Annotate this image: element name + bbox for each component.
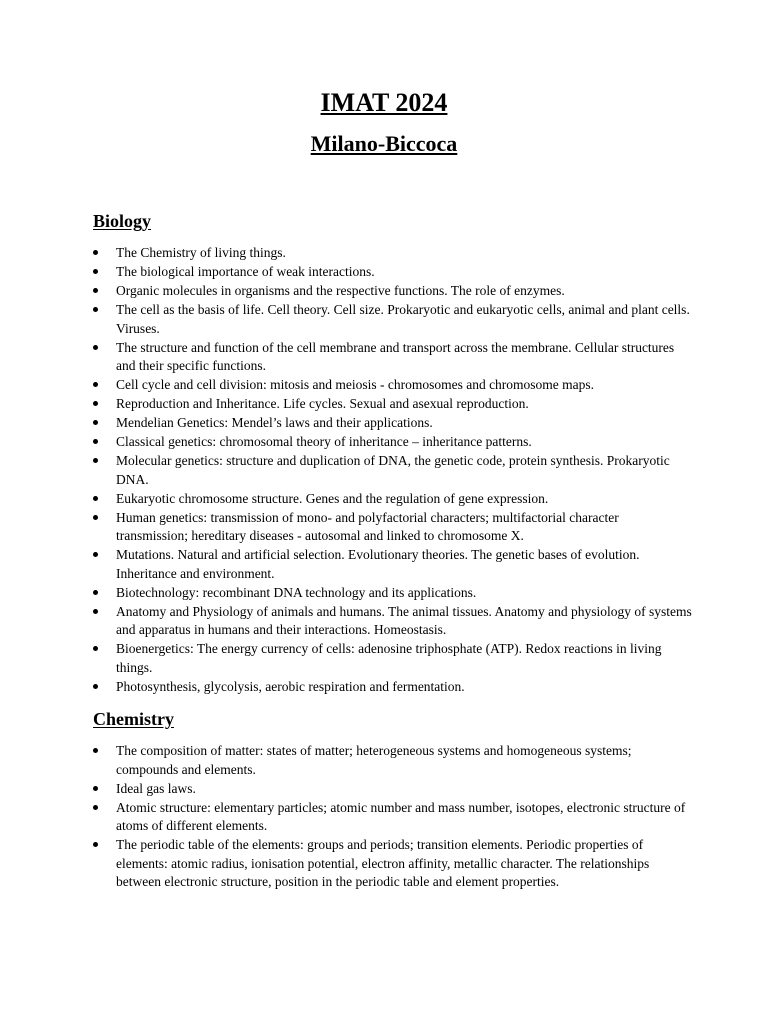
list-item — [93, 433, 693, 452]
list-item — [93, 742, 693, 779]
list-item — [93, 452, 693, 489]
list-item — [93, 339, 693, 376]
list-item-text: Eukaryotic chromosome structure. Genes and the regulation of gene expression. — [116, 490, 549, 506]
list-item-text: The biological importance of weak interactions. — [116, 263, 375, 279]
bullet-icon — [93, 433, 103, 452]
list-item-text: The composition of matter: states of matter; heterogeneous systems and homogeneous systems; compounds and elements. — [116, 743, 632, 777]
list-item — [93, 678, 693, 697]
list-item-text: Bioenergetics: The energy currency of cells: adenosine triphosphate (ATP). Redox reactions in living things. — [116, 641, 662, 675]
list-item — [93, 263, 693, 282]
document-title: IMAT 2024 — [320, 88, 448, 117]
bullet-icon — [93, 414, 103, 433]
bullet-icon — [93, 282, 103, 301]
biology-topic-list — [93, 244, 693, 697]
bullet-icon — [93, 546, 103, 565]
list-item — [93, 603, 693, 640]
list-item-text: The Chemistry of living things. — [116, 245, 286, 260]
list-item-text: Mendelian Genetics: Mendel’s laws and their applications. — [116, 415, 433, 431]
bullet-icon — [93, 780, 103, 799]
list-item — [93, 490, 693, 509]
list-item-text: Reproduction and Inheritance. Life cycles. Sexual and asexual reproduction. — [116, 396, 529, 412]
list-item-text: Anatomy and Physiology of animals and humans. The animal tissues. Anatomy and physiology of systems and apparatus in humans and their interactions. Homeostasis. — [116, 603, 692, 638]
list-item — [93, 584, 693, 603]
list-item-text: Biotechnology: recombinant DNA technology and its applications. — [116, 584, 477, 600]
bullet-icon — [93, 263, 103, 282]
document-subtitle: Milano-Biccoca — [310, 131, 458, 156]
bullet-icon — [93, 395, 103, 414]
list-item — [93, 244, 693, 263]
list-item — [93, 301, 693, 338]
section-heading-biology: Biology — [93, 211, 152, 231]
list-item-text: Molecular genetics: structure and duplication of DNA, the genetic code, protein synthesis. Prokaryotic DNA. — [116, 453, 670, 487]
bullet-icon — [93, 640, 103, 659]
list-item-text: The cell as the basis of life. Cell theory. Cell size. Prokaryotic and eukaryotic cells, animal and plant cells. Viruses. — [116, 301, 690, 336]
list-item — [93, 376, 693, 395]
bullet-icon — [93, 678, 103, 697]
bullet-icon — [93, 301, 103, 320]
bullet-icon — [93, 509, 103, 528]
bullet-icon — [93, 339, 103, 358]
bullet-icon — [93, 584, 103, 603]
list-item-text: Atomic structure: elementary particles; atomic number and mass number, isotopes, electronic structure of atoms of different elements. — [116, 799, 686, 834]
bullet-icon — [93, 452, 103, 471]
list-item-text: The structure and function of the cell membrane and transport across the membrane. Cellular structures and their specific functions. — [116, 339, 675, 374]
list-item — [93, 282, 693, 301]
chemistry-topic-list — [93, 742, 693, 892]
list-item — [93, 546, 693, 583]
list-item-text: Classical genetics: chromosomal theory of inheritance – inheritance patterns. — [116, 434, 532, 450]
list-item-text: The periodic table of the elements: groups and periods; transition elements. Periodic properties of elements: atomic radius, ionisation potential, electron affinity, metallic character. The relationships between electronic structure, position in the periodic table and element properties. — [116, 837, 650, 890]
bullet-icon — [93, 836, 103, 855]
list-item-text: Organic molecules in organisms and the respective functions. The role of enzymes. — [116, 282, 565, 298]
bullet-icon — [93, 490, 103, 509]
list-item — [93, 640, 693, 677]
list-item-text: Human genetics: transmission of mono- and polyfactorial characters; multifactorial character transmission; hereditary diseases - autosomal and linked to chromosome X. — [116, 509, 619, 544]
list-item — [93, 509, 693, 546]
bullet-icon — [93, 799, 103, 818]
list-item — [93, 780, 693, 799]
list-item-text: Photosynthesis, glycolysis, aerobic respiration and fermentation. — [116, 678, 465, 694]
section-heading-chemistry: Chemistry — [93, 709, 174, 729]
bullet-icon — [93, 742, 103, 761]
bullet-icon — [93, 244, 103, 263]
list-item — [93, 799, 693, 836]
list-item — [93, 836, 693, 892]
bullet-icon — [93, 603, 103, 622]
list-item-text: Ideal gas laws. — [116, 780, 196, 796]
list-item-text: Cell cycle and cell division: mitosis and meiosis - chromosomes and chromosome maps. — [116, 377, 595, 393]
bullet-icon — [93, 376, 103, 395]
list-item — [93, 414, 693, 433]
list-item — [93, 395, 693, 414]
list-item-text: Mutations. Natural and artificial selection. Evolutionary theories. The genetic bases of evolution. Inheritance and environment. — [116, 547, 640, 581]
